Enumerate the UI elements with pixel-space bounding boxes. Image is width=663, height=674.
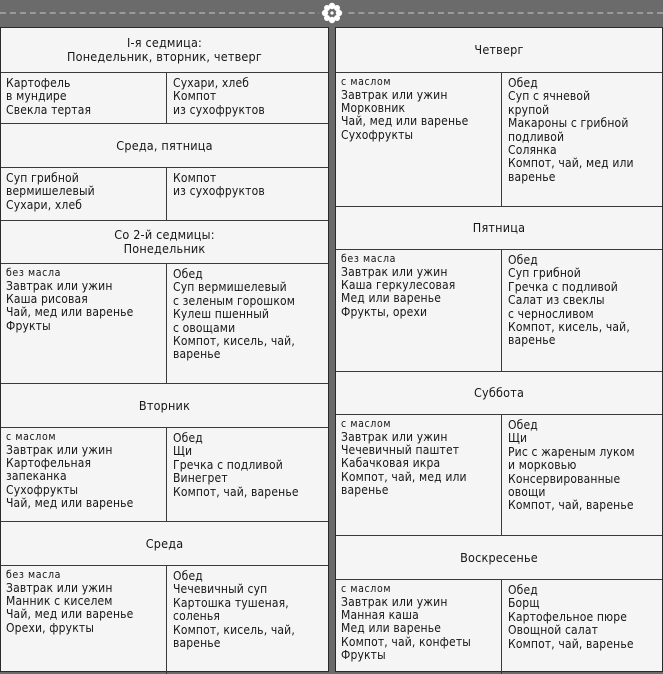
day-section bbox=[336, 206, 662, 372]
menu-line: Сухари, хлеб bbox=[173, 76, 250, 90]
day-heading-line: Среда bbox=[145, 535, 184, 551]
menu-line: Суп грибной bbox=[6, 171, 79, 185]
day-heading bbox=[1, 522, 328, 565]
menu-line: из сухофруктов bbox=[173, 184, 265, 199]
morning-evening-meal bbox=[1, 73, 166, 123]
menu-line: Обед bbox=[173, 267, 203, 281]
menu-line: Мед или варенье bbox=[341, 291, 442, 306]
menu-line: Чай, мед или варенье bbox=[6, 607, 134, 622]
menu-line: Чай, мед или варенье bbox=[6, 496, 134, 511]
menu-line: Суп грибной bbox=[508, 266, 581, 281]
day-heading bbox=[1, 124, 328, 167]
morning-evening-meal bbox=[1, 566, 166, 674]
day-section bbox=[1, 220, 328, 384]
menu-line: Морковник bbox=[341, 100, 406, 115]
menu-line: варенье bbox=[508, 333, 556, 348]
day-heading-line: Воскресенье bbox=[460, 549, 538, 565]
menu-line: Завтрак или ужин bbox=[6, 278, 113, 293]
menu-line: Компот, кисель, чай, bbox=[173, 334, 295, 349]
morning-evening-meal bbox=[336, 73, 501, 206]
meal-row bbox=[1, 427, 328, 522]
morning-evening-meal bbox=[336, 250, 501, 372]
menu-line: Консервированные bbox=[508, 471, 621, 486]
meal-row bbox=[336, 72, 662, 206]
menu-line: Компот, чай, варенье bbox=[508, 498, 634, 513]
menu-line: Компот, чай, конфеты bbox=[341, 634, 471, 649]
meal-row bbox=[1, 565, 328, 674]
day-section bbox=[336, 371, 662, 536]
day-heading bbox=[336, 536, 662, 579]
menu-line: Компот, кисель, чай, bbox=[173, 622, 295, 637]
menu-line: Обед bbox=[173, 569, 203, 583]
menu-line: в мундире bbox=[6, 89, 67, 104]
menu-line: Суп с ячневой bbox=[508, 89, 591, 104]
morning-evening-meal bbox=[1, 168, 166, 221]
lunch-meal bbox=[166, 168, 328, 221]
top-decorative-bar bbox=[0, 0, 663, 27]
menu-line: подливой bbox=[508, 129, 565, 144]
oil-note: без масла bbox=[341, 253, 396, 265]
oil-note: с маслом bbox=[341, 418, 392, 430]
lunch-meal bbox=[501, 415, 662, 536]
menu-line: Кабачковая икра bbox=[341, 456, 441, 471]
left-menu-column bbox=[0, 27, 329, 672]
menu-line: Компот, чай, варенье bbox=[508, 636, 634, 651]
flower-ornament-icon bbox=[319, 2, 347, 24]
menu-line: Компот bbox=[173, 89, 217, 104]
menu-line: и морковью bbox=[508, 458, 577, 473]
day-heading bbox=[1, 221, 328, 263]
menu-line: Чай, мед или варенье bbox=[341, 114, 469, 129]
menu-line: Компот bbox=[173, 171, 217, 185]
oil-note: без масла bbox=[6, 569, 61, 581]
menu-line: Рис с жареным луком bbox=[508, 444, 635, 459]
day-heading-line: Суббота bbox=[473, 385, 525, 400]
menu-line: Обед bbox=[508, 253, 538, 267]
menu-line: Чечевичный суп bbox=[173, 582, 268, 597]
menu-line: Компот, чай, мед или bbox=[508, 156, 634, 171]
menu-line: вермишелевый bbox=[6, 184, 95, 199]
menu-line: Солянка bbox=[508, 143, 557, 158]
menu-line: Фрукты bbox=[6, 318, 51, 333]
day-section bbox=[1, 521, 328, 674]
menu-line: Компот, кисель, чай, bbox=[508, 320, 630, 335]
menu-line: Кулеш пшенный bbox=[173, 307, 270, 322]
menu-line: Завтрак или ужин bbox=[341, 594, 448, 609]
menu-line: Суп вермишелевый bbox=[173, 280, 287, 295]
menu-line: соленья bbox=[173, 609, 221, 624]
menu-line: Борщ bbox=[508, 596, 540, 611]
day-section bbox=[1, 383, 328, 522]
menu-line: Завтрак или ужин bbox=[341, 87, 448, 102]
menu-line: Свекла тертая bbox=[6, 102, 92, 117]
meal-row bbox=[336, 249, 662, 372]
menu-line: запеканка bbox=[6, 469, 67, 484]
menu-line: Сухофрукты bbox=[6, 482, 79, 497]
oil-note: с маслом bbox=[341, 583, 392, 595]
day-heading bbox=[336, 28, 662, 72]
menu-line: Салат из свеклы bbox=[508, 293, 605, 308]
day-heading bbox=[336, 372, 662, 414]
lunch-meal bbox=[166, 428, 328, 522]
day-heading-line: Среда, пятница bbox=[116, 137, 213, 153]
meal-row bbox=[336, 414, 662, 536]
day-heading-line: I-я седмица: bbox=[126, 35, 203, 50]
menu-line: Обед bbox=[173, 431, 203, 445]
menu-line: Макароны с грибной bbox=[508, 116, 629, 131]
menu-line: варенье bbox=[341, 483, 389, 498]
menu-line: крупой bbox=[508, 102, 550, 117]
menu-line: Обед bbox=[508, 76, 538, 90]
menu-line: Обед bbox=[508, 418, 538, 432]
meal-row bbox=[336, 579, 662, 674]
menu-line: Завтрак или ужин bbox=[6, 442, 113, 457]
menu-line: Манник с киселем bbox=[6, 593, 113, 608]
menu-line: Картофель bbox=[6, 76, 71, 90]
oil-note: без масла bbox=[6, 267, 61, 279]
menu-line: Обед bbox=[508, 583, 538, 597]
day-section bbox=[1, 123, 328, 221]
lunch-meal bbox=[501, 250, 662, 372]
menu-line: Овощной салат bbox=[508, 623, 599, 638]
menu-line: Завтрак или ужин bbox=[341, 429, 448, 444]
menu-line: с черносливом bbox=[508, 306, 594, 321]
morning-evening-meal bbox=[1, 428, 166, 522]
menu-line: Орехи, фрукты bbox=[6, 620, 95, 635]
lunch-meal bbox=[166, 264, 328, 384]
day-heading bbox=[1, 28, 328, 72]
menu-line: Компот, чай, варенье bbox=[173, 484, 299, 499]
morning-evening-meal bbox=[1, 264, 166, 384]
menu-line: Чечевичный паштет bbox=[341, 442, 460, 457]
day-heading bbox=[336, 207, 662, 249]
menu-line: Щи bbox=[173, 444, 193, 459]
day-section bbox=[336, 28, 662, 206]
day-heading-line: Пятница bbox=[472, 220, 526, 235]
menu-line: Компот, чай, мед или bbox=[341, 469, 467, 484]
menu-line: Гречка с подливой bbox=[173, 457, 283, 472]
menu-line: Гречка с подливой bbox=[508, 279, 618, 294]
menu-line: Каша рисовая bbox=[6, 291, 88, 306]
day-section bbox=[336, 535, 662, 674]
day-heading-line: Вторник bbox=[138, 397, 191, 413]
menu-line: Фрукты, орехи bbox=[341, 304, 428, 319]
menu-line: варенье bbox=[508, 169, 556, 184]
menu-line: варенье bbox=[173, 636, 221, 651]
oil-note: с маслом bbox=[341, 76, 392, 88]
menu-line: Каша геркулесовая bbox=[341, 277, 456, 292]
oil-note: с маслом bbox=[6, 431, 57, 443]
menu-line: Сухари, хлеб bbox=[6, 197, 83, 212]
menu-line: овощи bbox=[508, 485, 546, 500]
lunch-meal bbox=[166, 566, 328, 674]
menu-line: Винегрет bbox=[173, 471, 228, 486]
menu-line: Щи bbox=[508, 431, 528, 446]
lunch-meal bbox=[166, 73, 328, 123]
menu-line: из сухофруктов bbox=[173, 102, 265, 117]
menu-line: варенье bbox=[173, 347, 221, 362]
menu-line: Манная каша bbox=[341, 607, 419, 622]
menu-line: с зеленым горошком bbox=[173, 293, 296, 308]
day-heading-line: Четверг bbox=[474, 42, 524, 57]
lunch-meal bbox=[501, 73, 662, 206]
day-section bbox=[1, 28, 328, 123]
menu-line: Сухофрукты bbox=[341, 127, 414, 142]
morning-evening-meal bbox=[336, 580, 501, 674]
day-heading-line: Понедельник, вторник, четверг bbox=[66, 49, 263, 64]
menu-line: Завтрак или ужин bbox=[6, 580, 113, 595]
lunch-meal bbox=[501, 580, 662, 674]
meal-row bbox=[1, 72, 328, 123]
menu-line: с овощами bbox=[173, 320, 236, 335]
day-heading-line: Понедельник bbox=[123, 241, 206, 256]
menu-line: Картофельная bbox=[6, 455, 92, 470]
menu-line: Картофельное пюре bbox=[508, 609, 628, 624]
day-heading bbox=[1, 384, 328, 427]
menu-line: Мед или варенье bbox=[341, 621, 442, 636]
menu-line: Фрукты bbox=[341, 648, 386, 663]
menu-line: Завтрак или ужин bbox=[341, 264, 448, 279]
menu-line: Картошка тушеная, bbox=[173, 595, 289, 610]
morning-evening-meal bbox=[336, 415, 501, 536]
meal-row bbox=[1, 167, 328, 221]
meal-row bbox=[1, 263, 328, 384]
day-heading-line: Со 2-й седмицы: bbox=[114, 227, 215, 242]
menu-line: Чай, мед или варенье bbox=[6, 305, 134, 320]
right-menu-column bbox=[335, 27, 663, 672]
